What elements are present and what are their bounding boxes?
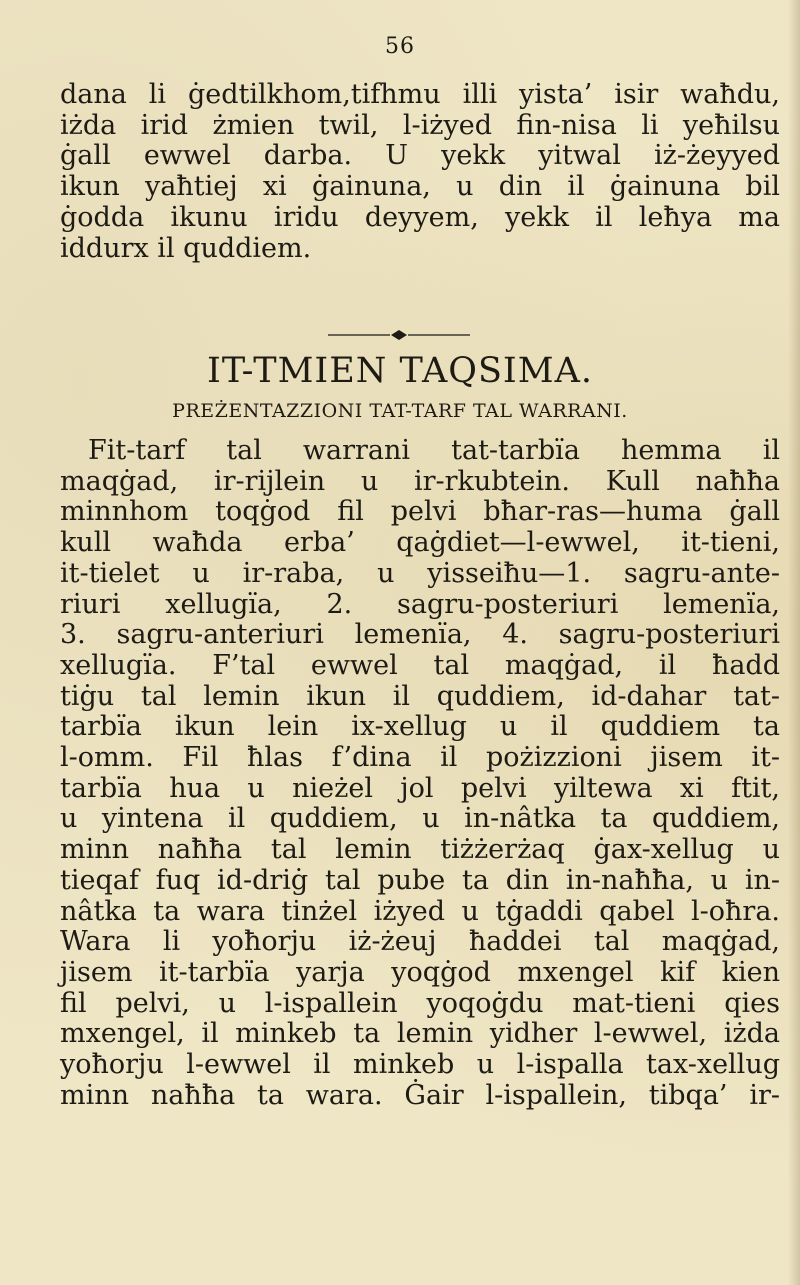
text-line: mxengel, il minkeb ta lemin yidher l-ewwel, iżda <box>60 1018 780 1050</box>
text-line: xellugïa. F’tal ewwel tal maqġad, il ħadd <box>60 649 780 681</box>
body-paragraph <box>60 436 780 1111</box>
text-line: iddurx il quddiem. <box>60 232 312 264</box>
text-line: riuri xellugïa, 2. sagru-posteriuri lemenïa, <box>60 588 780 620</box>
text-line: dana li ġedtilkhom,tifhmu illi yista’ isir waħdu, <box>60 79 780 110</box>
text-line: Wara li yoħorju iż-żeuj ħaddei tal maqġad, <box>60 926 780 958</box>
text-line: fil pelvi, u l-ispallein yoqoġdu mat-tieni qies <box>60 987 780 1019</box>
text-line: minn naħħa ta wara. Ġair l-ispallein, tibqa’ ir- <box>60 1079 780 1111</box>
text-line: maqġad, ir-rijlein u ir-rkubtein. Kull naħħa <box>60 465 780 497</box>
chapter-heading: IT-TMIEN TAQSIMA. <box>207 351 593 391</box>
intro-paragraph <box>60 80 780 264</box>
page-edge-shadow <box>788 0 800 1285</box>
text-line: tiġu tal lemin ikun il quddiem, id-dahar tat- <box>60 680 780 712</box>
text-line: minnhom toqġod fil pelvi bħar-ras—huma ġall <box>60 496 780 528</box>
text-line: ikun yaħtiej xi ġainuna, u din il ġainuna bil <box>60 171 780 203</box>
text-line: tarbïa hua u nieżel jol pelvi yiltewa xi ftit, <box>60 772 780 804</box>
text-line: 3. sagru-anteriuri lemenïa, 4. sagru-posteriuri <box>60 619 780 651</box>
text-line: iżda irid żmien twil, l-iżyed fin-nisa li yeħilsu <box>60 109 780 141</box>
text-line: ġodda ikunu iridu deyyem, yekk il leħya ma <box>60 201 780 233</box>
section-subheading: PREŻENTAZZIONI TAT-TARF TAL WARRANI. <box>172 400 628 422</box>
section-divider-ornament <box>328 329 470 341</box>
page-number: 56 <box>385 34 415 59</box>
text-line: kull waħda erba’ qaġdiet—l-ewwel, it-tieni, <box>60 527 780 559</box>
text-line: l-omm. Fil ħlas f’dina il pożizzioni jisem it- <box>60 742 780 774</box>
text-line: nâtka ta wara tinżel iżyed u tġaddi qabel l-oħra. <box>60 895 780 927</box>
text-line: yoħorju l-ewwel il minkeb u l-ispalla tax-xellug <box>60 1049 780 1081</box>
text-line: jisem it-tarbïa yarja yoqġod mxengel kif kien <box>60 956 780 988</box>
text-line: Fit-tarf tal warrani tat-tarbïa hemma il <box>88 435 780 466</box>
text-line: u yintena il quddiem, u in-nâtka ta quddiem, <box>60 803 780 835</box>
text-line: tarbïa ikun lein ix-xellug u il quddiem ta <box>60 711 780 743</box>
text-line: it-tielet u ir-raba, u yisseiħu—1. sagru-ante- <box>60 557 780 589</box>
text-line: ġall ewwel darba. U yekk yitwal iż-żeyyed <box>60 140 780 172</box>
text-line: tieqaf fuq id-driġ tal pube ta din in-naħħa, u in- <box>60 864 780 896</box>
text-line: minn naħħa tal lemin tiżżerżaq ġax-xellug u <box>60 834 780 866</box>
